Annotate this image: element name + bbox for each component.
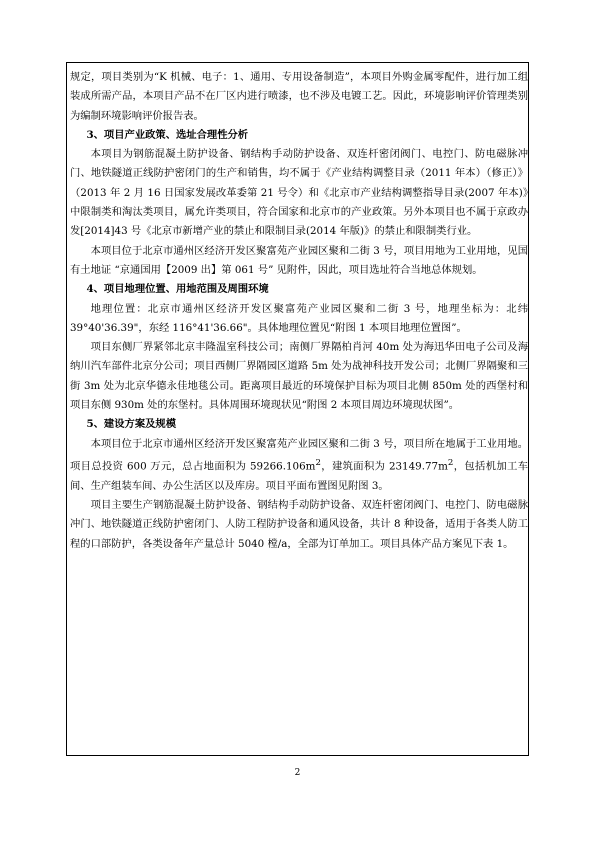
intro-paragraph: 规定，项目类别为“K 机械、电子：1、通用、专用设备制造”，本项目外购金属零配件，进行加工组装成所需产品，本项目产品不在厂区内进行喷漆，也不涉及电镀工艺。因此，环境影响评价管理类别为编制环境影响评价报告表。 bbox=[70, 71, 528, 122]
section-4-paragraph-1: 地理位置：北京市通州区经济开发区聚富苑产业园区聚和二街 3 号，地理坐标为：北纬 39°40'36.39"，东经 116°41'36.66"。具体地理位置见“附图 1 本项目地理位置图”。 bbox=[70, 302, 528, 334]
section-3-paragraph-1: 本项目为钢筋混凝土防护设备、钢结构手动防护设备、双连杆密闭阀门、电控门、防电磁脉冲门、地铁隧道正线防护密闭门的生产和销售，均不属于《产业结构调整目录（2011 年本）（修正）》（2013 年 2 月 16 日国家发展改革委第 21 号令）和《北京市产业结构调整指导目录(2007 年本)》中限制类和淘汰类项目，属允许类项目，符合国家和北京市的产业政策。另外本项目也不属于京政办发[2014]43 号《北京市新增产业的禁止和限制目录(2014 年版)》的禁止和限制类行业。 bbox=[70, 148, 528, 238]
section-4-heading: 4、项目地理位置、用地范围及周围环境 bbox=[86, 283, 269, 296]
section-3-paragraph-2: 本项目位于北京市通州区经济开发区聚富苑产业园区聚和二街 3 号，项目用地为工业用地，见国有土地证 “京通国用【2009 出】第 061 号” 见附件，因此，项目选址符合当地总体规划。 bbox=[70, 244, 528, 276]
page-body bbox=[70, 68, 528, 554]
section-5-paragraph-2: 项目主要生产钢筋混凝土防护设备、钢结构手动防护设备、双连杆密闭阀门、电控门、防电磁脉冲门、地铁隧道正线防护密闭门、人防工程防护设备和通风设备，共计 8 种设备，适用于各类人防工程的口部防护，各类设备年产量总计 5040 樘/a，全部为订单加工。项目具体产品方案见下表 1。 bbox=[70, 498, 528, 550]
page-number: 2 bbox=[294, 768, 301, 778]
section-5-p1-text-c: ，包括机加工车间、生产组装车间、办公生活区以及库房。项目平面布置图见附图 3。 bbox=[70, 460, 529, 492]
section-5-paragraph-1 bbox=[70, 435, 528, 496]
section-4-paragraph-2: 项目东侧厂界紧邻北京丰隆温室科技公司；南侧厂界隔柏肖河 40m 处为海迅华田电子公司及海纳川汽车部件北京分公司；项目西侧厂界隔园区道路 5m 处为战神科技开发公司；北侧厂界隔聚和三街 3m 处为北京华德永佳地毯公司。距离项目最近的环境保护目标为项目北侧 850m 处的西堡村和项目东侧 930m 处的东堡村。具体周围环境现状见“附图 2 本项目周边环境现状图”。 bbox=[70, 341, 528, 412]
superscript-2: 2 bbox=[447, 457, 454, 468]
section-5-heading: 5、建设方案及规模 bbox=[86, 418, 177, 431]
section-5-p1-text-a: 本项目位于北京市通州区经济开发区聚富苑产业园区聚和二街 3 号，项目所在地属于工业用地。项目总投资 600 万元，总占地面积为 59266.106m bbox=[70, 437, 528, 473]
superscript-2: 2 bbox=[315, 457, 321, 468]
section-5-p1-text-b: ，建筑面积为 23149.77m bbox=[320, 460, 448, 473]
section-3-heading: 3、项目产业政策、选址合理性分析 bbox=[86, 128, 249, 141]
